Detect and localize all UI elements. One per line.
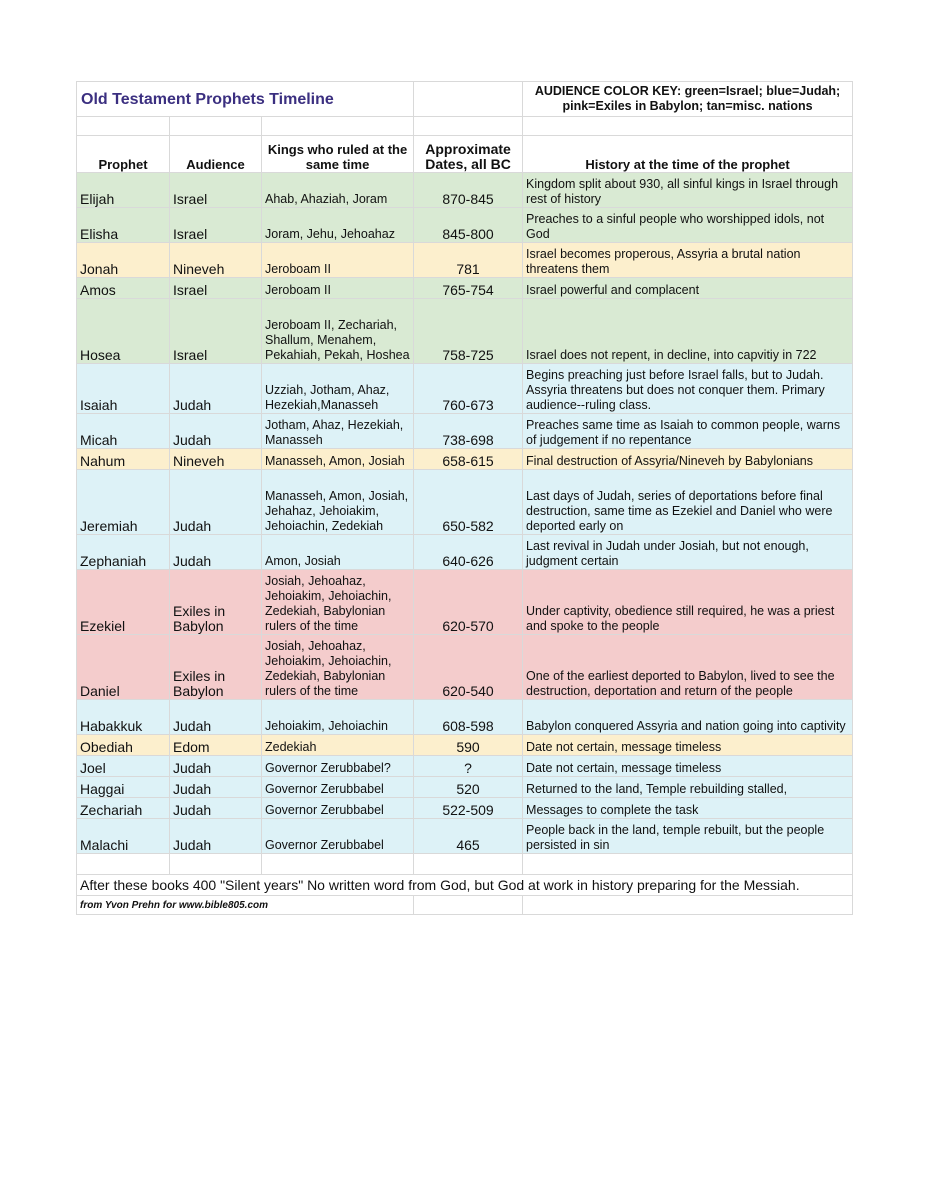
header-history: History at the time of the prophet (523, 136, 853, 173)
empty-cell (414, 82, 523, 117)
kings-cell: Jotham, Ahaz, Hezekiah, Manasseh (262, 414, 414, 449)
prophet-name: Haggai (77, 777, 170, 798)
footer-note: After these books 400 "Silent years" No written word from God, but God at work in history preparing for the Messiah. (77, 875, 853, 896)
dates-cell: 765-754 (414, 278, 523, 299)
spacer-row (77, 117, 853, 136)
history-cell: Last revival in Judah under Josiah, but not enough, judgment certain (523, 535, 853, 570)
history-cell: Israel becomes properous, Assyria a brutal nation threatens them (523, 243, 853, 278)
kings-cell: Jeroboam II, Zechariah, Shallum, Menahem, Pekahiah, Pekah, Hoshea (262, 299, 414, 364)
prophet-name: Zechariah (77, 798, 170, 819)
history-cell: Preaches to a sinful people who worshipped idols, not God (523, 208, 853, 243)
prophet-name: Hosea (77, 299, 170, 364)
kings-cell: Governor Zerubbabel (262, 819, 414, 854)
dates-cell: 590 (414, 735, 523, 756)
kings-cell: Manasseh, Amon, Josiah, Jehahaz, Jehoiakim, Jehoiachin, Zedekiah (262, 470, 414, 535)
audience-cell: Judah (170, 700, 262, 735)
prophet-name: Habakkuk (77, 700, 170, 735)
dates-cell: 608-598 (414, 700, 523, 735)
history-cell: Date not certain, message timeless (523, 756, 853, 777)
history-cell: Returned to the land, Temple rebuilding stalled, (523, 777, 853, 798)
audience-cell: Judah (170, 414, 262, 449)
table-row (77, 243, 853, 278)
history-cell: Preaches same time as Isaiah to common people, warns of judgement if no repentance (523, 414, 853, 449)
kings-cell: Josiah, Jehoahaz, Jehoiakim, Jehoiachin, Zedekiah, Babylonian rulers of the time (262, 570, 414, 635)
kings-cell: Jeroboam II (262, 278, 414, 299)
prophet-name: Ezekiel (77, 570, 170, 635)
kings-cell: Joram, Jehu, Jehoahaz (262, 208, 414, 243)
audience-cell: Judah (170, 756, 262, 777)
kings-cell: Ahab, Ahaziah, Joram (262, 173, 414, 208)
audience-cell: Israel (170, 173, 262, 208)
history-cell: Date not certain, message timeless (523, 735, 853, 756)
audience-cell: Nineveh (170, 243, 262, 278)
header-dates: Approximate Dates, all BC (414, 136, 523, 173)
dates-cell: 640-626 (414, 535, 523, 570)
table-row (77, 798, 853, 819)
header-kings: Kings who ruled at the same time (262, 136, 414, 173)
kings-cell: Governor Zerubbabel (262, 798, 414, 819)
dates-cell: 738-698 (414, 414, 523, 449)
history-cell: Under captivity, obedience still required, he was a priest and spoke to the people (523, 570, 853, 635)
kings-cell: Governor Zerubbabel (262, 777, 414, 798)
header-prophet: Prophet (77, 136, 170, 173)
audience-cell: Israel (170, 208, 262, 243)
audience-cell: Judah (170, 798, 262, 819)
spacer-row (77, 854, 853, 875)
prophet-name: Obediah (77, 735, 170, 756)
dates-cell: 658-615 (414, 449, 523, 470)
page-title: Old Testament Prophets Timeline (77, 82, 414, 117)
audience-cell: Israel (170, 278, 262, 299)
kings-cell: Amon, Josiah (262, 535, 414, 570)
audience-color-key: AUDIENCE COLOR KEY: green=Israel; blue=Judah; pink=Exiles in Babylon; tan=misc. nations (523, 82, 853, 117)
prophets-timeline-sheet (76, 81, 852, 915)
prophet-name: Micah (77, 414, 170, 449)
kings-cell: Jehoiakim, Jehoiachin (262, 700, 414, 735)
table-row (77, 278, 853, 299)
table-row (77, 735, 853, 756)
prophet-name: Elisha (77, 208, 170, 243)
history-cell: Last days of Judah, series of deportations before final destruction, same time as Ezekiel and Daniel who were deported early on (523, 470, 853, 535)
audience-cell: Judah (170, 364, 262, 414)
prophet-name: Daniel (77, 635, 170, 700)
audience-cell: Judah (170, 819, 262, 854)
dates-cell: 781 (414, 243, 523, 278)
dates-cell: 520 (414, 777, 523, 798)
history-cell: Israel does not repent, in decline, into capvitiy in 722 (523, 299, 853, 364)
kings-cell: Manasseh, Amon, Josiah (262, 449, 414, 470)
prophet-name: Jonah (77, 243, 170, 278)
dates-cell: 650-582 (414, 470, 523, 535)
history-cell: Kingdom split about 930, all sinful kings in Israel through rest of history (523, 173, 853, 208)
prophet-name: Nahum (77, 449, 170, 470)
dates-cell: 758-725 (414, 299, 523, 364)
prophet-name: Elijah (77, 173, 170, 208)
table-row (77, 570, 853, 635)
header-row (77, 136, 853, 173)
table-row (77, 700, 853, 735)
table-row (77, 756, 853, 777)
history-cell: One of the earliest deported to Babylon, lived to see the destruction, deportation and return of the people (523, 635, 853, 700)
prophet-name: Jeremiah (77, 470, 170, 535)
history-cell: Final destruction of Assyria/Nineveh by Babylonians (523, 449, 853, 470)
kings-cell: Jeroboam II (262, 243, 414, 278)
dates-cell: 465 (414, 819, 523, 854)
dates-cell: 620-570 (414, 570, 523, 635)
audience-cell: Exiles in Babylon (170, 570, 262, 635)
table-row (77, 819, 853, 854)
audience-cell: Edom (170, 735, 262, 756)
kings-cell: Governor Zerubbabel? (262, 756, 414, 777)
prophet-name: Joel (77, 756, 170, 777)
dates-cell: 845-800 (414, 208, 523, 243)
table-row (77, 449, 853, 470)
table-row (77, 299, 853, 364)
dates-cell: 760-673 (414, 364, 523, 414)
table-row (77, 535, 853, 570)
credit-row (77, 896, 853, 915)
history-cell: Israel powerful and complacent (523, 278, 853, 299)
prophet-name: Zephaniah (77, 535, 170, 570)
header-audience: Audience (170, 136, 262, 173)
prophet-name: Amos (77, 278, 170, 299)
kings-cell: Zedekiah (262, 735, 414, 756)
history-cell: Begins preaching just before Israel falls, but to Judah. Assyria threatens but does not conquer them. Primary audience--ruling class. (523, 364, 853, 414)
table-row (77, 470, 853, 535)
table-row (77, 777, 853, 798)
table-row (77, 173, 853, 208)
audience-cell: Nineveh (170, 449, 262, 470)
dates-cell: 522-509 (414, 798, 523, 819)
dates-cell: ? (414, 756, 523, 777)
prophet-name: Malachi (77, 819, 170, 854)
kings-cell: Uzziah, Jotham, Ahaz, Hezekiah,Manasseh (262, 364, 414, 414)
title-row (77, 82, 853, 117)
audience-cell: Judah (170, 777, 262, 798)
audience-cell: Israel (170, 299, 262, 364)
footer-note-row (77, 875, 853, 896)
history-cell: People back in the land, temple rebuilt, but the people persisted in sin (523, 819, 853, 854)
audience-cell: Judah (170, 535, 262, 570)
table-row (77, 364, 853, 414)
dates-cell: 870-845 (414, 173, 523, 208)
prophet-name: Isaiah (77, 364, 170, 414)
prophets-table (76, 81, 853, 915)
table-row (77, 635, 853, 700)
audience-cell: Exiles in Babylon (170, 635, 262, 700)
history-cell: Messages to complete the task (523, 798, 853, 819)
credit-text: from Yvon Prehn for www.bible805.com (77, 896, 414, 915)
table-row (77, 414, 853, 449)
dates-cell: 620-540 (414, 635, 523, 700)
audience-cell: Judah (170, 470, 262, 535)
history-cell: Babylon conquered Assyria and nation going into captivity (523, 700, 853, 735)
kings-cell: Josiah, Jehoahaz, Jehoiakim, Jehoiachin, Zedekiah, Babylonian rulers of the time (262, 635, 414, 700)
table-row (77, 208, 853, 243)
